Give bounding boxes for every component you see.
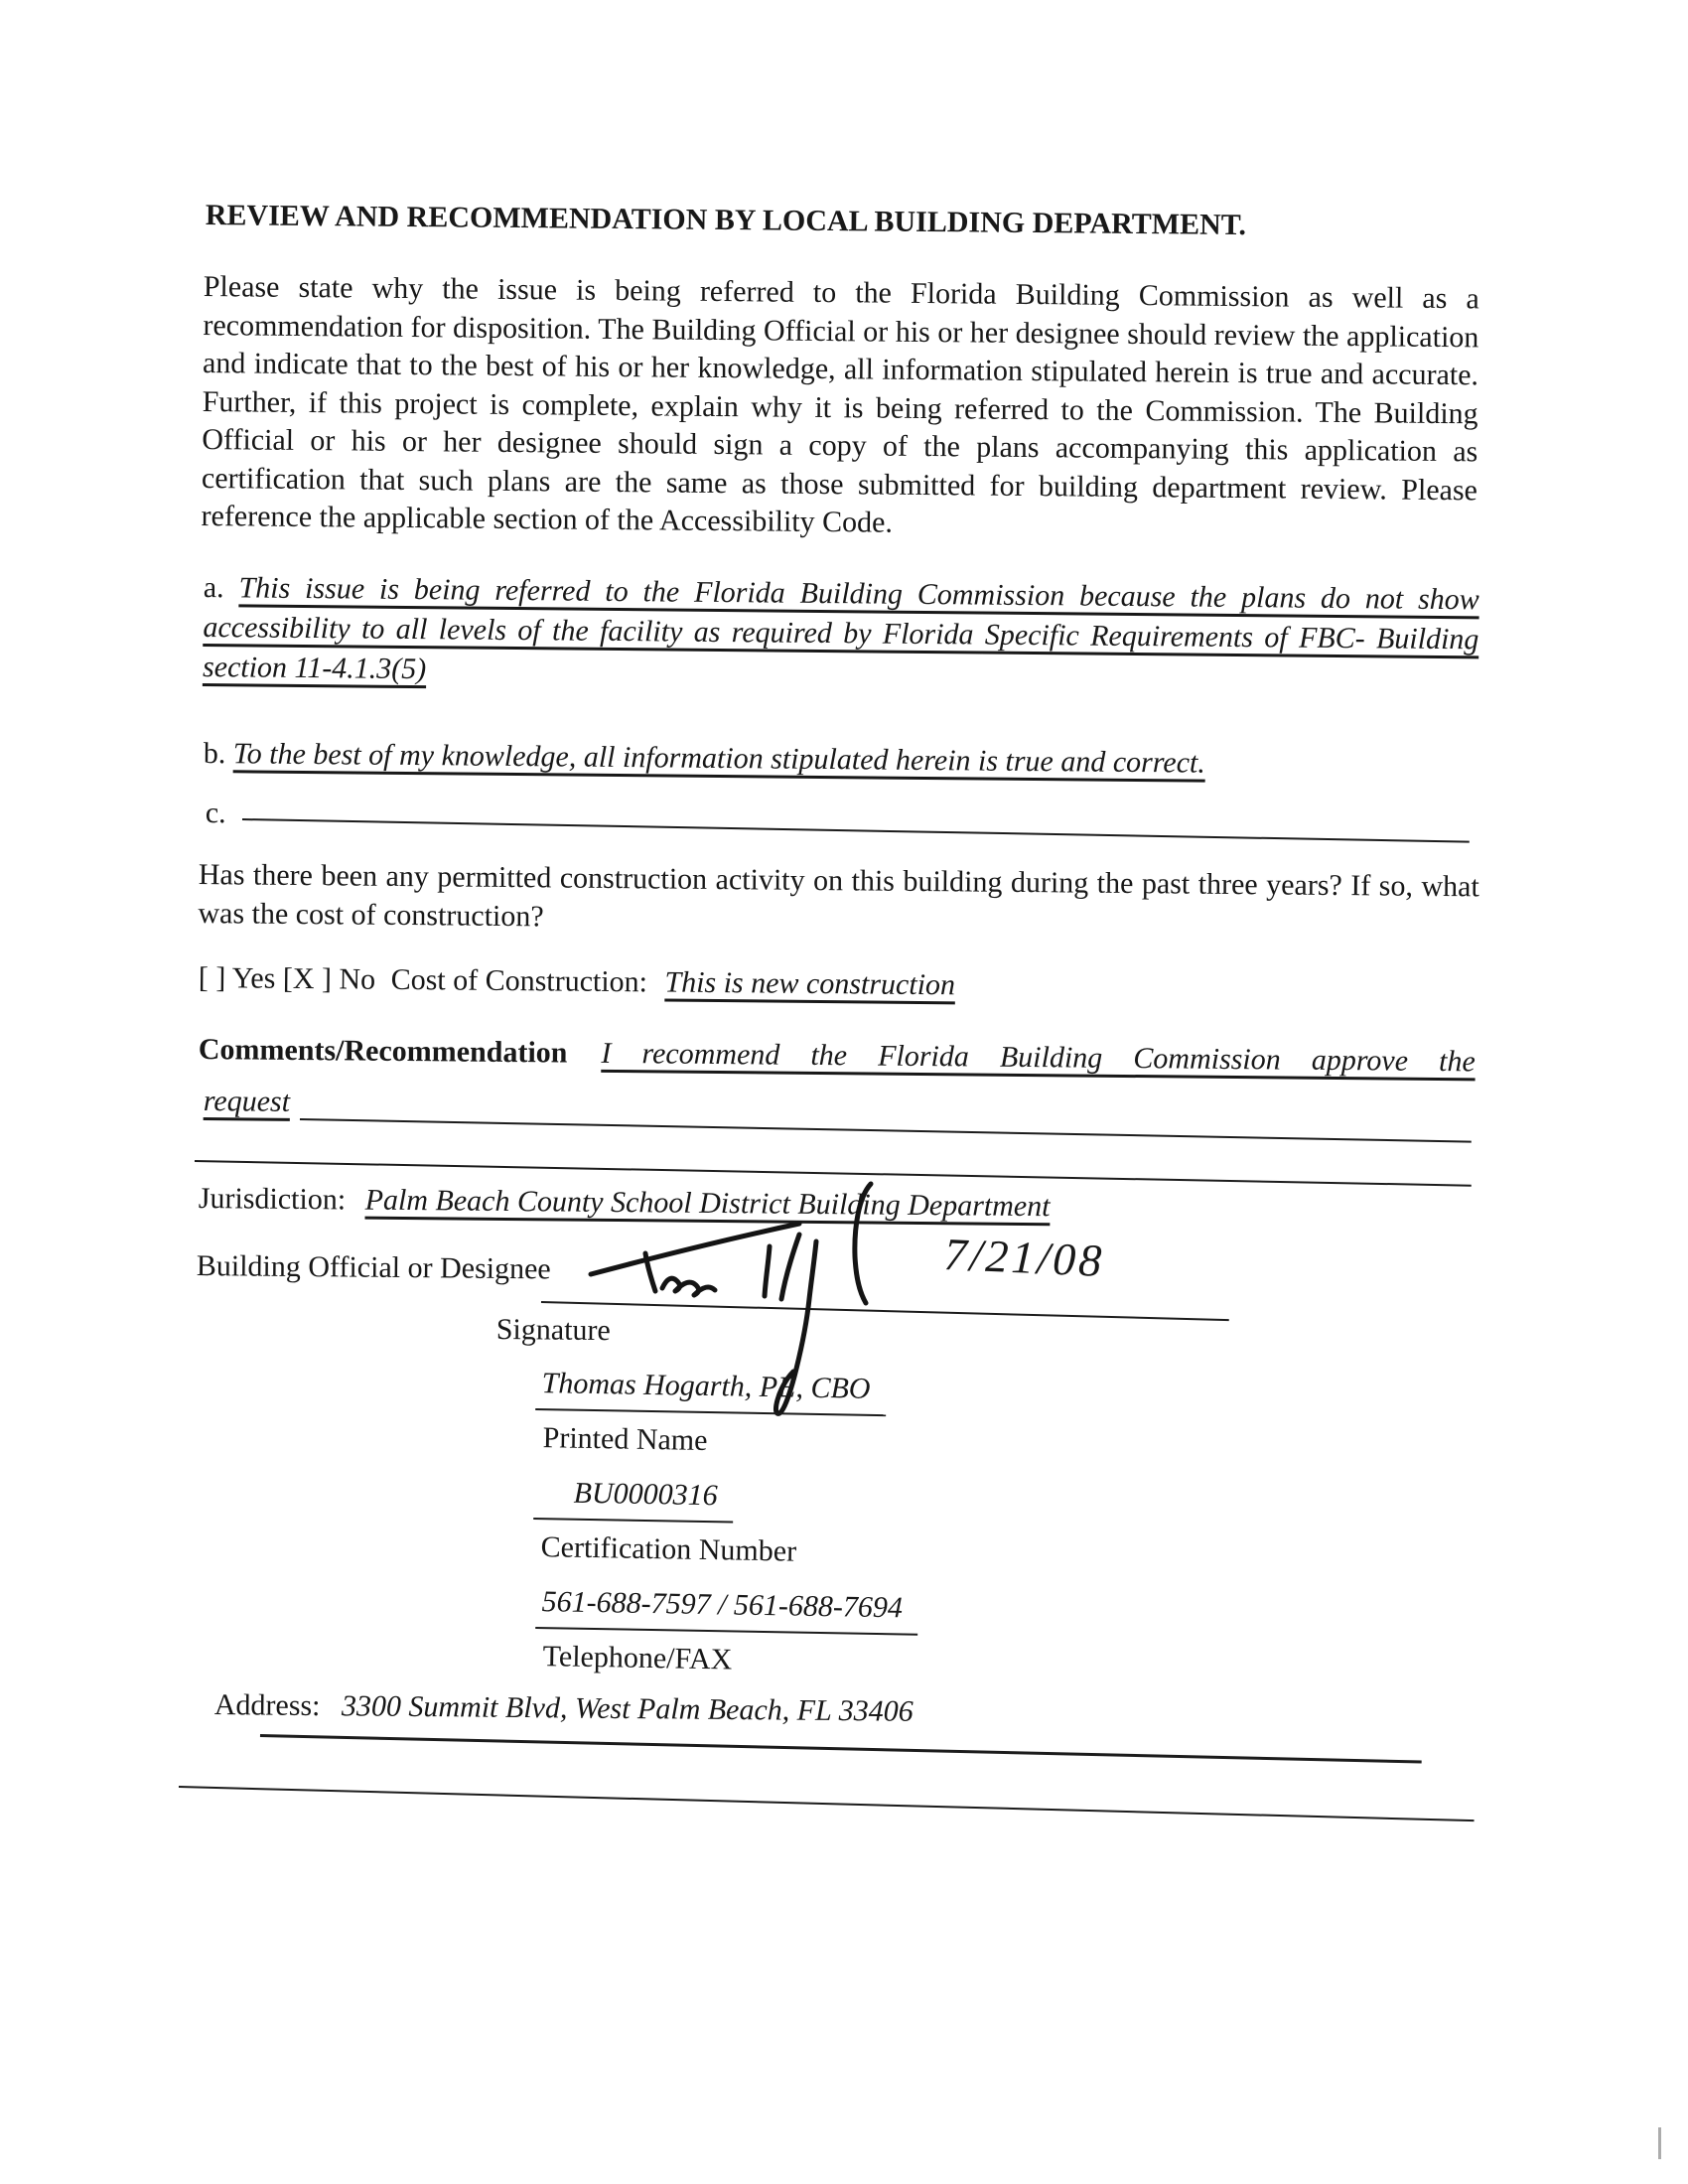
item-a-text: This issue is being referred to the Florida Building Commission because the plans do not show accessibility to all levels of the facility as required by Florida Specific Requirements of FBC- Building section 11-4.1.3(5) — [202, 571, 1479, 686]
printed-name-label: Printed Name — [542, 1420, 708, 1457]
question-paragraph: Has there been any permitted construction activity on this building during the past three years? If so, what was the cost of construction? — [198, 857, 1479, 933]
page-title: REVIEW AND RECOMMENDATION BY LOCAL BUILDING DEPARTMENT. — [205, 198, 1247, 242]
telephone-block — [534, 1583, 918, 1682]
certification-block — [532, 1474, 797, 1571]
jurisdiction-label: Jurisdiction: — [198, 1181, 347, 1217]
item-a — [203, 568, 1479, 699]
item-c-label: c. — [205, 796, 226, 830]
item-b — [204, 735, 1494, 786]
telephone-label: Telephone/FAX — [542, 1639, 733, 1675]
signature-date: 7/21/08 — [942, 1228, 1106, 1286]
telephone-value: 561-688-7597 / 561-688-7694 — [535, 1583, 918, 1635]
yes-no-checkboxes: [ ] Yes [X ] No — [198, 960, 376, 996]
jurisdiction-value: Palm Beach County School District Building Department — [364, 1183, 1051, 1224]
signature-caption: Signature — [495, 1312, 611, 1348]
construction-line — [199, 959, 1589, 1011]
item-c-blank-line — [242, 818, 1470, 843]
signature-stroke-1 — [765, 1246, 770, 1296]
comments-row — [199, 1031, 1476, 1082]
address-line — [214, 1686, 1605, 1738]
building-official-label: Building Official or Designee — [196, 1248, 551, 1286]
bottom-blank-line — [179, 1786, 1475, 1821]
comments-blank-line-1 — [300, 1118, 1472, 1143]
cost-label: Cost of Construction: — [390, 962, 648, 999]
item-a-label: a. — [203, 570, 224, 605]
comments-label: Comments/Recommendation — [198, 1032, 568, 1070]
address-underline — [260, 1734, 1422, 1764]
certification-value: BU0000316 — [533, 1474, 734, 1523]
signature-paren-stroke — [855, 1184, 871, 1303]
cost-value: This is new construction — [664, 965, 956, 1002]
signature-om-stroke — [662, 1278, 715, 1295]
comments-value-line1: I recommend the Florida Building Commission approve the — [601, 1036, 1476, 1079]
comments-value-line2: request — [203, 1084, 291, 1118]
certification-label: Certification Number — [540, 1529, 797, 1568]
scan-artifact-mark — [1658, 2127, 1661, 2159]
address-label: Address: — [213, 1687, 321, 1723]
address-value: 3300 Summit Blvd, West Palm Beach, FL 33406 — [341, 1689, 914, 1728]
item-b-label: b. — [203, 736, 226, 771]
intro-paragraph: Please state why the issue is being referred to the Florida Building Commission as well as a recommendation for disposition. The Building Official or his or her designee should review the application and indicate that to the best of his or her knowledge, all information stipulated herein is true and accurate. Further, if this project is complete, explain why it is being referred to the Commission. The Building Official or his or her designee should sign a copy of the plans accompanying this application as certification that such plans are the same as those submitted for building department review. Please reference the applicable section of the Accessibility Code. — [201, 269, 1479, 539]
printed-name-value: Thomas Hogarth, PE, CBO — [535, 1365, 887, 1416]
signature-slash-stroke — [781, 1235, 799, 1299]
printed-name-block — [534, 1365, 886, 1463]
item-b-text: To the best of my knowledge, all information stipulated herein is true and correct. — [232, 737, 1206, 780]
